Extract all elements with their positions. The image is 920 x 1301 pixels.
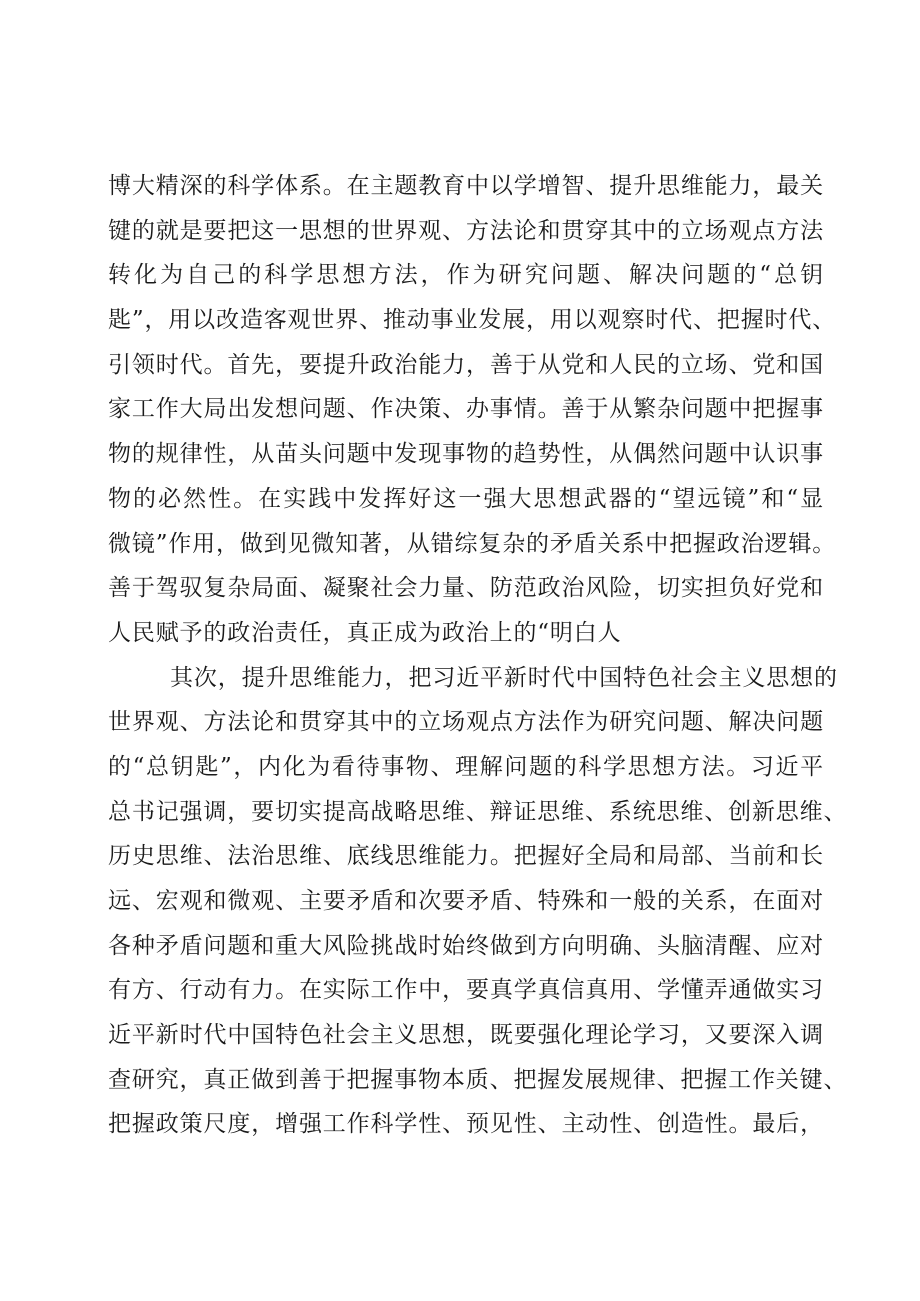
text-line: 近平新时代中国特色社会主义思想，既要强化理论学习，又要深入调 xyxy=(108,1022,824,1049)
text-line: 物的必然性。在实践中发挥好这一强大思想武器的“望远镜”和“显 xyxy=(108,485,824,512)
text-line: 各种矛盾问题和重大风险挑战时始终做到方向明确、头脑清醒、应对 xyxy=(108,932,824,959)
body-text xyxy=(108,164,848,1147)
text-line: 的“总钥匙”，内化为看待事物、理解问题的科学思想方法。习近平 xyxy=(108,753,824,780)
text-line: 引领时代。首先，要提升政治能力，善于从党和人民的立场、党和国 xyxy=(108,351,824,378)
text-line: 人民赋予的政治责任，真正成为政治上的“明白人 xyxy=(108,619,622,646)
text-line: 远、宏观和微观、主要矛盾和次要矛盾、特殊和一般的关系，在面对 xyxy=(108,888,824,914)
text-line: 其次，提升思维能力，把习近平新时代中国特色社会主义思想的 xyxy=(170,664,838,691)
text-line: 物的规律性，从苗头问题中发现事物的趋势性，从偶然问题中认识事 xyxy=(108,441,824,468)
text-line: 把握政策尺度，增强工作科学性、预见性、主动性、创造性。最后， xyxy=(108,1111,824,1138)
text-line: 转化为自己的科学思想方法，作为研究问题、解决问题的“总钥 xyxy=(108,262,824,289)
text-line: 匙”，用以改造客观世界、推动事业发展，用以观察时代、把握时代、 xyxy=(108,307,837,334)
text-line: 世界观、方法论和贯穿其中的立场观点方法作为研究问题、解决问题 xyxy=(108,709,824,736)
text-line: 善于驾驭复杂局面、凝聚社会力量、防范政治风险，切实担负好党和 xyxy=(108,575,824,602)
text-line: 键的就是要把这一思想的世界观、方法论和贯穿其中的立场观点方法 xyxy=(108,217,824,244)
paragraph-1 xyxy=(108,164,837,656)
paragraph-2 xyxy=(108,656,848,1148)
text-line: 家工作大局出发想问题、作决策、办事情。善于从繁杂问题中把握事 xyxy=(108,396,824,423)
text-line: 有方、行动有力。在实际工作中，要真学真信真用、学懂弄通做实习 xyxy=(108,977,824,1004)
text-line: 查研究，真正做到善于把握事物本质、把握发展规律、把握工作关键、 xyxy=(108,1066,848,1093)
text-line: 微镜”作用，做到见微知著，从错综复杂的矛盾关系中把握政治逻辑。 xyxy=(108,530,837,557)
text-line: 总书记强调，要切实提高战略思维、辩证思维、系统思维、创新思维、 xyxy=(108,798,848,825)
text-line: 历史思维、法治思维、底线思维能力。把握好全局和局部、当前和长 xyxy=(108,843,824,870)
text-line: 博大精深的科学体系。在主题教育中以学增智、提升思维能力，最关 xyxy=(108,173,824,199)
